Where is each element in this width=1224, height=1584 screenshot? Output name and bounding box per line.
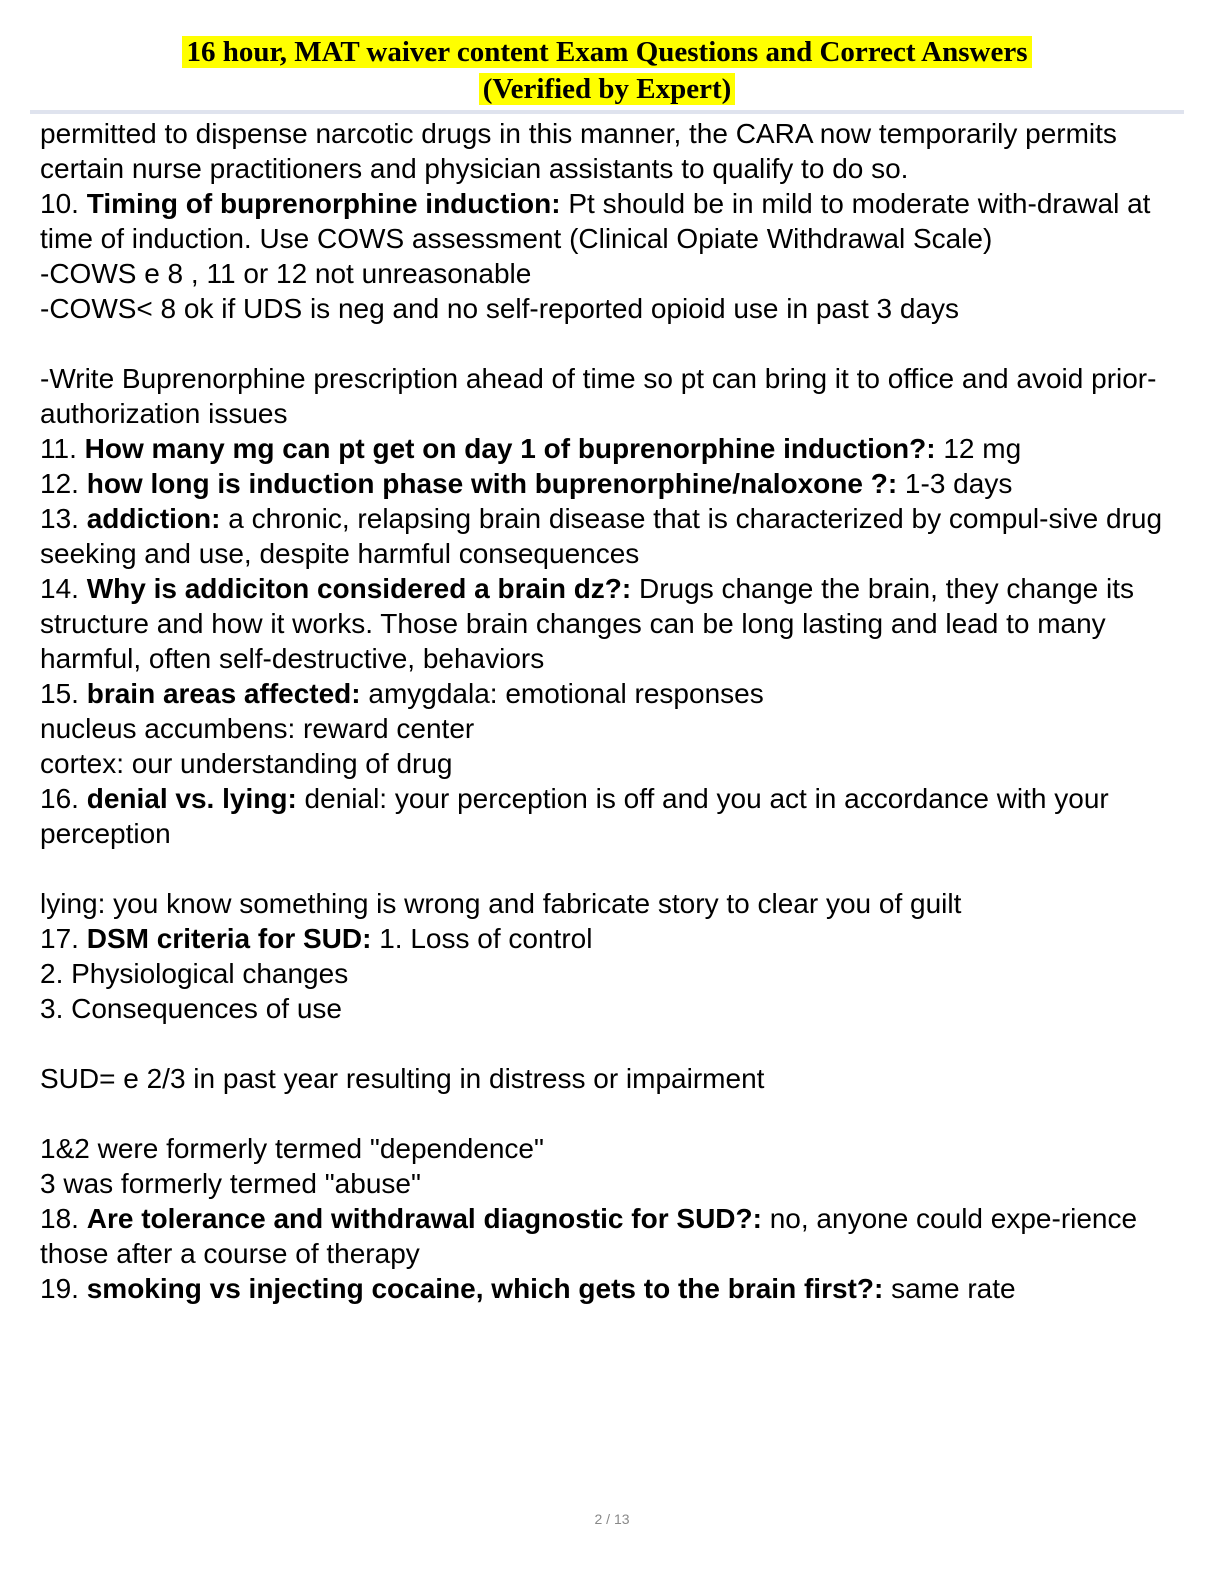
header-divider (30, 110, 1184, 114)
qa-item (40, 466, 1180, 501)
item-number: 11. (40, 433, 77, 464)
qa-item (40, 186, 1180, 431)
qa-item (40, 921, 1180, 1201)
document-body (40, 116, 1180, 1306)
item-answer: no, anyone could expe-rience those after a course of therapy (40, 1203, 1138, 1269)
item-number: 10. (40, 188, 79, 219)
header-line-2 (30, 71, 1184, 108)
item-question: DSM criteria for SUD: (86, 923, 372, 954)
item-answer: amygdala: emotional responses nucleus accumbens: reward center cortex: our understanding of drug (40, 678, 764, 779)
item-question: Why is addiciton considered a brain dz?: (86, 573, 632, 604)
item-answer: Drugs change the brain, they change its structure and how it works. Those brain changes can be long lasting and lead to many harmful, often self-destructive, behaviors (40, 573, 1134, 674)
header-line-1 (30, 34, 1184, 71)
document-header (30, 34, 1184, 108)
item-answer: 12 mg (935, 433, 1022, 464)
item-question: denial vs. lying: (86, 783, 297, 814)
item-question: smoking vs injecting cocaine, which gets to the brain first?: (86, 1273, 884, 1304)
item-question: How many mg can pt get on day 1 of buprenorphine induction?: (84, 433, 936, 464)
qa-item (40, 501, 1180, 571)
item-answer: same rate (883, 1273, 1016, 1304)
qa-item (40, 1201, 1180, 1271)
continuation-text: permitted to dispense narcotic drugs in this manner, the CARA now temporarily permits certain nurse practitioners and physician assistants to qualify to do so. (40, 118, 1117, 184)
qa-item (40, 571, 1180, 676)
item-answer: a chronic, relapsing brain disease that is characterized by compul-sive drug seeking and use, despite harmful consequences (40, 503, 1163, 569)
item-number: 19. (40, 1273, 79, 1304)
item-question: how long is induction phase with buprenorphine/naloxone ?: (86, 468, 898, 499)
qa-item (40, 431, 1180, 466)
qa-item (40, 676, 1180, 781)
item-number: 16. (40, 783, 79, 814)
item-question: Timing of buprenorphine induction: (86, 188, 561, 219)
item-question: brain areas affected: (86, 678, 361, 709)
header-subtitle: (Verified by Expert) (479, 73, 736, 105)
item-number: 18. (40, 1203, 79, 1234)
item-number: 13. (40, 503, 79, 534)
header-title-part-1: 16 hour, MAT waiver content (186, 36, 549, 68)
header-title-part-2: Exam Questions and Correct Answers (548, 36, 1028, 68)
item-number: 12. (40, 468, 79, 499)
item-answer: 1. Loss of control 2. Physiological changes 3. Consequences of use SUD= e 2/3 in past year resulting in distress or impairment 1&2 were formerly termed "dependence" 3 was formerly termed "abuse" (40, 923, 765, 1199)
item-number: 17. (40, 923, 79, 954)
item-answer: 1-3 days (897, 468, 1013, 499)
page-number: 2 / 13 (594, 1511, 630, 1527)
qa-item (40, 781, 1180, 921)
item-answer: denial: your perception is off and you act in accordance with your perception lying: you know something is wrong and fabricate story to clear you of guilt (40, 783, 1109, 919)
qa-item (40, 1271, 1180, 1306)
item-question: addiction: (86, 503, 221, 534)
item-question: Are tolerance and withdrawal diagnostic for SUD?: (86, 1203, 762, 1234)
item-number: 15. (40, 678, 79, 709)
item-number: 14. (40, 573, 79, 604)
item-answer: Pt should be in mild to moderate with-drawal at time of induction. Use COWS assessment (Clinical Opiate Withdrawal Scale) -COWS e 8 , 11 or 12 not unreasonable -COWS< 8 ok if UDS is neg and no self-reported opioid use in past 3 days -Write Buprenorphine prescription ahead of time so pt can bring it to office and avoid prior-authorization issues (40, 188, 1157, 429)
